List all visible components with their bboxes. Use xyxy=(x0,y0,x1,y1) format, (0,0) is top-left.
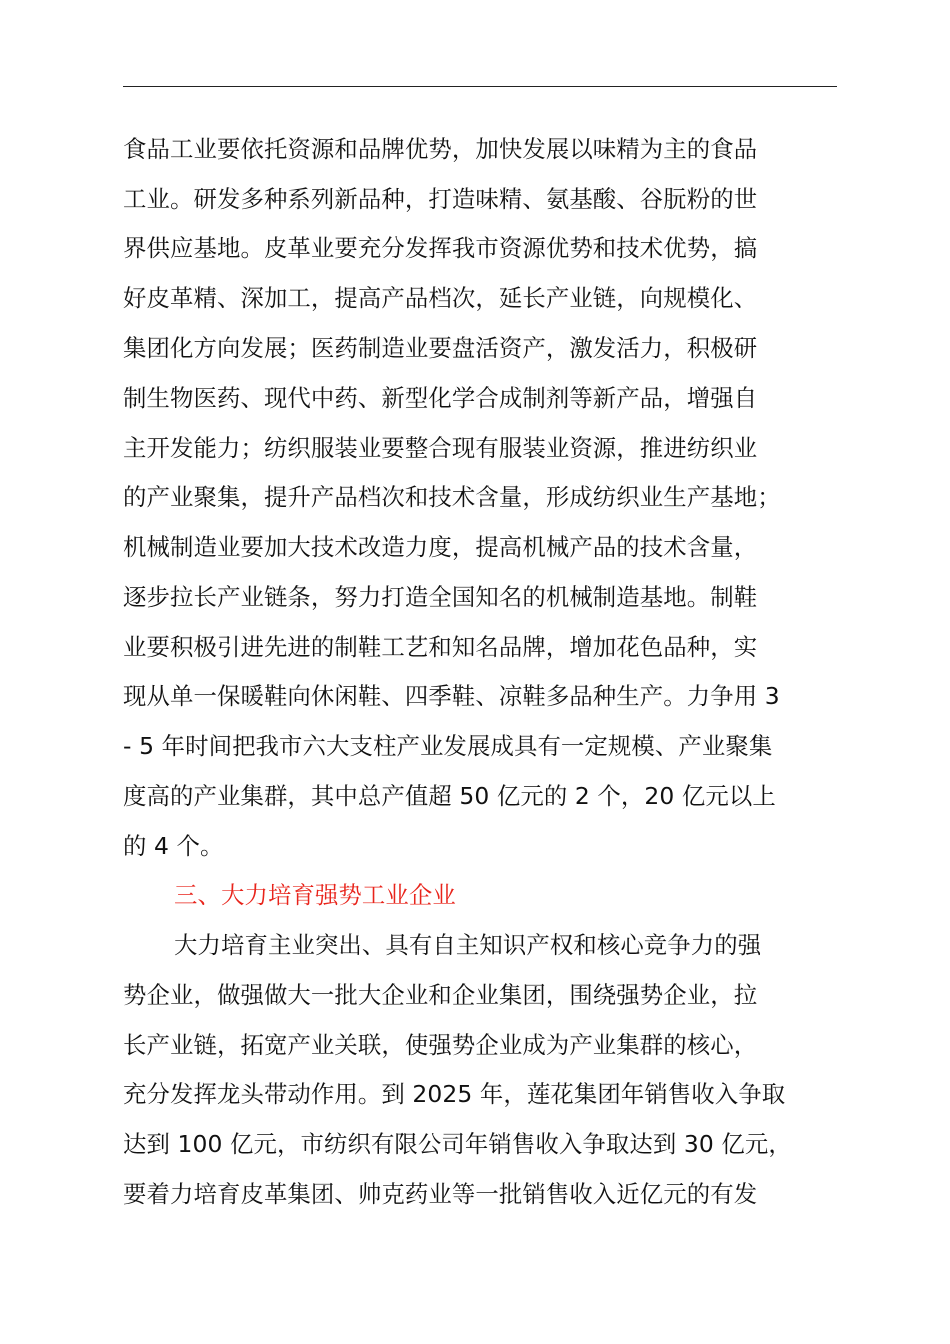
section-heading: 三、大力培育强势工业企业 xyxy=(174,881,456,909)
paragraph1-line-2: 工业。研发多种系列新品种，打造味精、氨基酸、谷朊粉的世 xyxy=(123,185,758,213)
paragraph1-line-11: 业要积极引进先进的制鞋工艺和知名品牌，增加花色品种，实 xyxy=(123,633,758,661)
paragraph1-line-5: 集团化方向发展；医药制造业要盘活资产，激发活力，积极研 xyxy=(123,334,758,362)
paragraph1-line-8: 的产业聚集，提升产品档次和技术含量，形成纺织业生产基地； xyxy=(123,483,781,511)
paragraph1-line-14: 度高的产业集群，其中总产值超 50 亿元的 2 个，20 亿元以上 xyxy=(123,782,776,810)
paragraph2-line-2: 势企业，做强做大一批大企业和企业集团，围绕强势企业，拉 xyxy=(123,981,758,1009)
paragraph1-line-10: 逐步拉长产业链条，努力打造全国知名的机械制造基地。制鞋 xyxy=(123,583,758,611)
paragraph1-line-6: 制生物医药、现代中药、新型化学合成制剂等新产品，增强自 xyxy=(123,384,758,412)
paragraph1-line-9: 机械制造业要加大技术改造力度，提高机械产品的技术含量， xyxy=(123,533,758,561)
paragraph1-line-13: - 5 年时间把我市六大支柱产业发展成具有一定规模、产业聚集 xyxy=(123,732,773,760)
header-rule xyxy=(123,86,837,87)
paragraph2-line-1: 大力培育主业突出、具有自主知识产权和核心竞争力的强 xyxy=(174,931,762,959)
paragraph1-line-1: 食品工业要依托资源和品牌优势，加快发展以味精为主的食品 xyxy=(123,135,758,163)
paragraph1-line-3: 界供应基地。皮革业要充分发挥我市资源优势和技术优势，搞 xyxy=(123,234,758,262)
paragraph2-line-6: 要着力培育皮革集团、帅克药业等一批销售收入近亿元的有发 xyxy=(123,1180,758,1208)
paragraph1-line-15: 的 4 个。 xyxy=(123,832,224,860)
paragraph1-line-4: 好皮革精、深加工，提高产品档次，延长产业链，向规模化、 xyxy=(123,284,758,312)
paragraph2-line-5: 达到 100 亿元，市纺织有限公司年销售收入争取达到 30 亿元， xyxy=(123,1130,792,1158)
paragraph1-line-12: 现从单一保暖鞋向休闲鞋、四季鞋、凉鞋多品种生产。力争用 3 xyxy=(123,682,780,710)
paragraph1-line-7: 主开发能力；纺织服装业要整合现有服装业资源，推进纺织业 xyxy=(123,434,758,462)
paragraph2-line-3: 长产业链，拓宽产业关联，使强势企业成为产业集群的核心， xyxy=(123,1031,758,1059)
paragraph2-line-4: 充分发挥龙头带动作用。到 2025 年，莲花集团年销售收入争取 xyxy=(123,1080,786,1108)
